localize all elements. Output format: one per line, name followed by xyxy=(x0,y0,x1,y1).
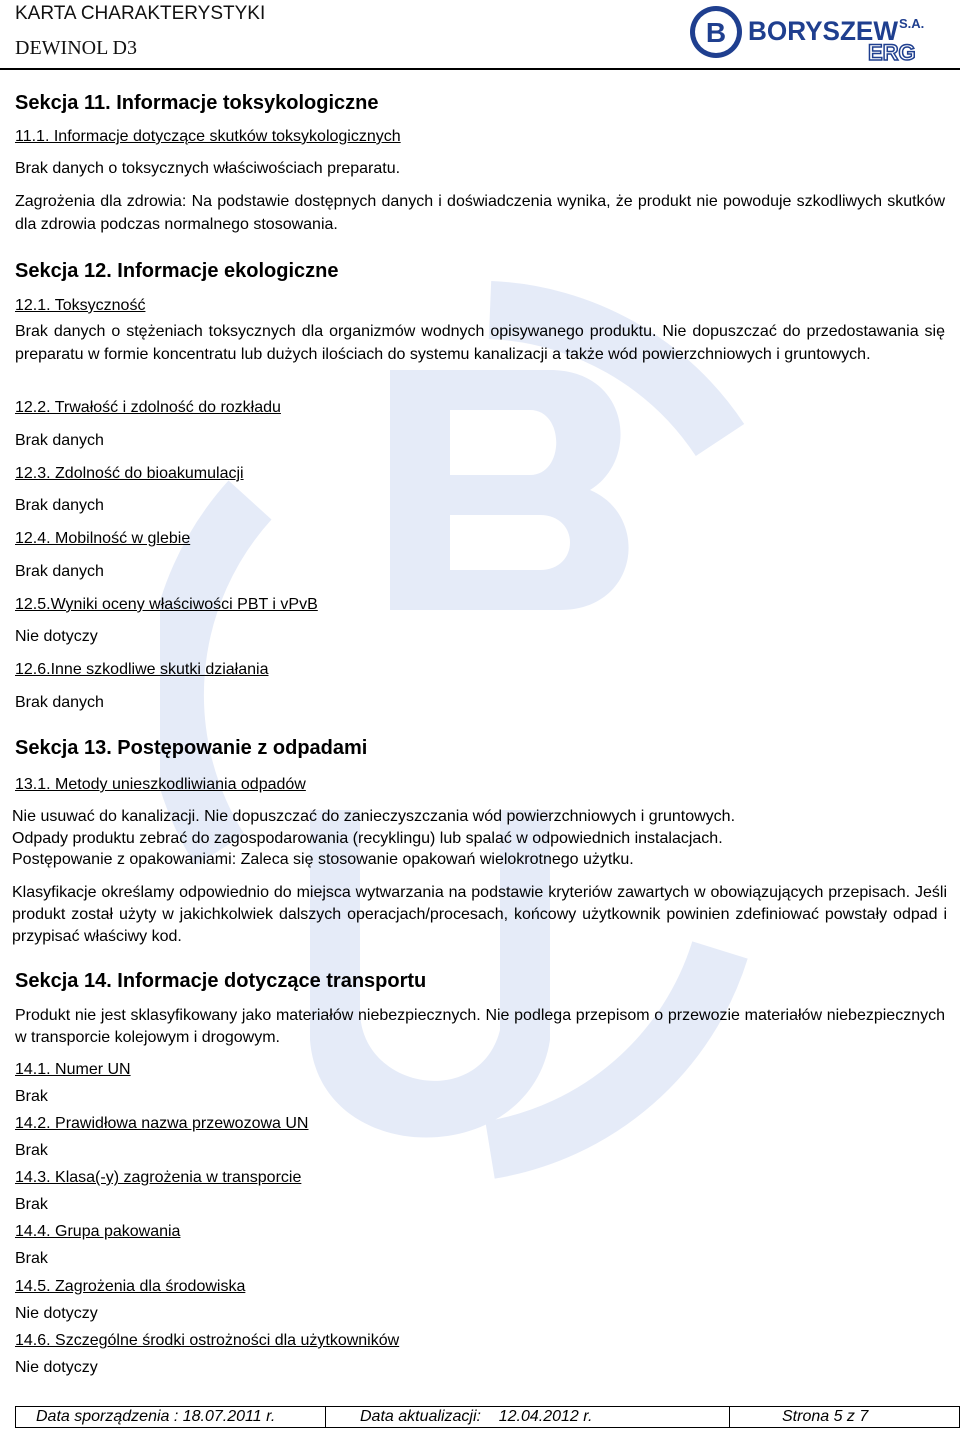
subsection-13-1-line-2: Odpady produktu zebrać do zagospodarowania (recyklingu) lub spalać w odpowiednich instalacjach. xyxy=(12,830,723,847)
subsection-12-6-text: Brak danych xyxy=(15,694,104,711)
subsection-14-1-text: Brak xyxy=(15,1088,48,1105)
subsection-14-5-title: 14.5. Zagrożenia dla środowiska xyxy=(15,1278,246,1295)
subsection-13-1-line-1: Nie usuwać do kanalizacji. Nie dopuszczać do zanieczyszczania wód powierzchniowych i gruntowych. xyxy=(12,808,736,825)
subsection-14-6-text: Nie dotyczy xyxy=(15,1359,98,1376)
subsection-14-5-text: Nie dotyczy xyxy=(15,1305,98,1322)
section-12-heading: Sekcja 12. Informacje ekologiczne xyxy=(15,260,339,282)
subsection-11-1-title: 11.1. Informacje dotyczące skutków toksykologicznych xyxy=(15,128,401,145)
boryszew-logo xyxy=(686,4,936,67)
logo-initial: B xyxy=(705,17,727,48)
header-rule xyxy=(0,68,960,70)
section-14-intro: Produkt nie jest sklasyfikowany jako materiałów niebezpiecznych. Nie podlega przepisom o przewozie materiałów niebezpiecznych w transporcie kolejowym i drogowym. xyxy=(15,1007,945,1046)
footer-page-number: Strona 5 z 7 xyxy=(782,1408,869,1425)
logo-suffix: S.A. xyxy=(899,16,925,31)
subsection-12-3-text: Brak danych xyxy=(15,497,104,514)
footer-updated-date: Data aktualizacji: 12.04.2012 r. xyxy=(326,1407,730,1427)
subsection-14-6-title: 14.6. Szczególne środki ostrożności dla użytkowników xyxy=(15,1332,400,1349)
subsection-12-2-title: 12.2. Trwałość i zdolność do rozkładu xyxy=(15,399,281,416)
document-title: KARTA CHARAKTERYSTYKI xyxy=(15,3,266,24)
subsection-12-3-title: 12.3. Zdolność do bioakumulacji xyxy=(15,465,244,482)
section-13-heading: Sekcja 13. Postępowanie z odpadami xyxy=(15,737,368,759)
subsection-13-1-paragraph: Klasyfikacje określamy odpowiednio do miejsca wytwarzania na podstawie kryteriów zawartych w obowiązujących przepisach. Jeśli produkt został użyty w jakichkolwiek dalszych operacjach/procesach, końcowy użytkownik powinien zdefiniować powstały odpad i przypisać właściwy kod. xyxy=(12,884,947,945)
subsection-14-2-title: 14.2. Prawidłowa nazwa przewozowa UN xyxy=(15,1115,309,1132)
subsection-12-5-title: 12.5.Wyniki oceny właściwości PBT i vPvB xyxy=(15,596,318,613)
subsection-14-1-title: 14.1. Numer UN xyxy=(15,1061,131,1078)
subsection-14-4-title: 14.4. Grupa pakowania xyxy=(15,1223,181,1240)
footer-created-date: Data sporządzenia : 18.07.2011 r. xyxy=(16,1407,326,1427)
subsection-14-4-text: Brak xyxy=(15,1250,48,1267)
subsection-12-4-title: 12.4. Mobilność w glebie xyxy=(15,530,191,547)
subsection-13-1-line-3: Postępowanie z opakowaniami: Zaleca się stosowanie opakowań wielokrotnego użytku. xyxy=(12,851,634,868)
section-11-heading: Sekcja 11. Informacje toksykologiczne xyxy=(15,92,379,114)
section-14-heading: Sekcja 14. Informacje dotyczące transportu xyxy=(15,970,427,992)
subsection-12-6-title: 12.6.Inne szkodliwe skutki działania xyxy=(15,661,269,678)
page-footer xyxy=(15,1406,960,1428)
subsection-14-2-text: Brak xyxy=(15,1142,48,1159)
subsection-12-5-text: Nie dotyczy xyxy=(15,628,98,645)
product-name: DEWINOL D3 xyxy=(15,37,138,59)
subsection-12-4-text: Brak danych xyxy=(15,563,104,580)
subsection-12-1-title: 12.1. Toksyczność xyxy=(15,297,146,314)
subsection-14-3-title: 14.3. Klasa(-y) zagrożenia w transporcie xyxy=(15,1169,302,1186)
subsection-12-2-text: Brak danych xyxy=(15,432,104,449)
subsection-11-1-health-text: Zagrożenia dla zdrowia: Na podstawie dostępnych danych i doświadczenia wynika, że produkt nie powoduje szkodliwych skutków dla zdrowia podczas normalnego stosowania. xyxy=(15,193,945,233)
logo-company: BORYSZEW xyxy=(748,16,899,46)
subsection-12-1-text: Brak danych o stężeniach toksycznych dla organizmów wodnych opisywanego produktu. Nie dopuszczać do przedostawania się preparatu w formie koncentratu lub dużych ilościach do systemu kanalizacji a także wód powierzchniowych i gruntowych. xyxy=(15,323,945,363)
subsection-11-1-text: Brak danych o toksycznych właściwościach preparatu. xyxy=(15,160,401,177)
logo-sub: ERG xyxy=(868,40,916,62)
subsection-14-3-text: Brak xyxy=(15,1196,48,1213)
subsection-13-1-title: 13.1. Metody unieszkodliwiania odpadów xyxy=(15,776,306,793)
